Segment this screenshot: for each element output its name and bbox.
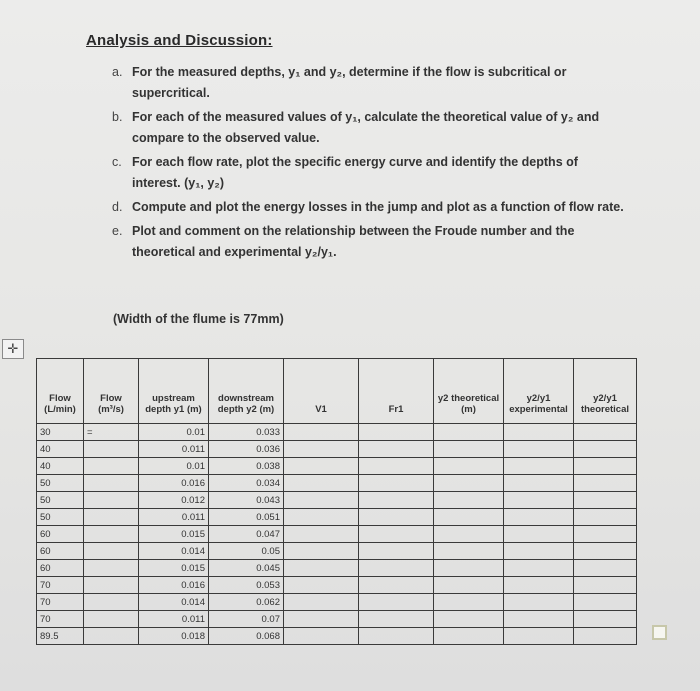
cell-flow-m3s[interactable] [84,492,139,509]
cell-ratio-experimental[interactable] [504,577,574,594]
cell-ratio-theoretical[interactable] [574,509,637,526]
task-letter: a. [112,65,123,79]
task-item [104,221,624,263]
cell-y2-theoretical[interactable] [434,492,504,509]
cell-flow-m3s[interactable] [84,543,139,560]
cell-ratio-theoretical[interactable] [574,628,637,645]
cell-ratio-theoretical[interactable] [574,458,637,475]
cell-y2-theoretical[interactable] [434,628,504,645]
cell-upstream-depth[interactable]: 0.015 [139,560,209,577]
cell-v1[interactable] [284,594,359,611]
table-row [37,441,637,458]
cell-flow-lmin[interactable]: 60 [37,526,84,543]
cell-v1[interactable] [284,611,359,628]
cell-ratio-experimental[interactable] [504,611,574,628]
cell-flow-m3s[interactable] [84,628,139,645]
cell-downstream-depth[interactable]: 0.045 [209,560,284,577]
cell-upstream-depth[interactable]: 0.016 [139,475,209,492]
cell-y2-theoretical[interactable] [434,577,504,594]
cell-y2-theoretical[interactable] [434,543,504,560]
cell-upstream-depth[interactable]: 0.014 [139,543,209,560]
cell-flow-lmin[interactable]: 70 [37,594,84,611]
table-row [37,577,637,594]
cell-downstream-depth[interactable]: 0.033 [209,424,284,441]
cell-flow-lmin[interactable]: 50 [37,492,84,509]
cell-ratio-experimental[interactable] [504,509,574,526]
cell-y2-theoretical[interactable] [434,424,504,441]
cell-y2-theoretical[interactable] [434,611,504,628]
cell-upstream-depth[interactable]: 0.016 [139,577,209,594]
cell-ratio-theoretical[interactable] [574,492,637,509]
task-item [104,197,624,218]
cell-flow-m3s[interactable] [84,509,139,526]
task-letter: b. [112,110,123,124]
cell-v1[interactable] [284,628,359,645]
cell-downstream-depth[interactable]: 0.05 [209,543,284,560]
cell-ratio-theoretical[interactable] [574,543,637,560]
cell-ratio-theoretical[interactable] [574,611,637,628]
cell-flow-lmin[interactable]: 89.5 [37,628,84,645]
cell-downstream-depth[interactable]: 0.034 [209,475,284,492]
header-y2-theoretical: y2 theoretical (m) [434,359,504,424]
cell-fr1[interactable] [359,441,434,458]
table-move-handle-icon[interactable]: ✛ [2,339,24,359]
cell-v1[interactable] [284,441,359,458]
section-heading: Analysis and Discussion: [86,32,273,49]
table-row [37,509,637,526]
cell-ratio-theoretical[interactable] [574,424,637,441]
cell-flow-m3s[interactable] [84,441,139,458]
cell-fr1[interactable] [359,458,434,475]
cell-y2-theoretical[interactable] [434,441,504,458]
cell-ratio-experimental[interactable] [504,628,574,645]
task-text: For the measured depths, y₁ and y₂, determine if the flow is subcritical or supercritical. [132,65,567,100]
cell-y2-theoretical[interactable] [434,560,504,577]
cell-ratio-theoretical[interactable] [574,526,637,543]
cell-fr1[interactable] [359,526,434,543]
cell-v1[interactable] [284,424,359,441]
cell-flow-lmin[interactable]: 70 [37,611,84,628]
task-text: For each of the measured values of y₁, calculate the theoretical value of y₂ and compare to the observed value. [132,110,600,145]
cell-upstream-depth[interactable]: 0.01 [139,458,209,475]
cell-flow-m3s[interactable] [84,611,139,628]
flume-width-note: (Width of the flume is 77mm) [113,312,284,326]
cell-upstream-depth[interactable]: 0.012 [139,492,209,509]
table-row [37,560,637,577]
cell-fr1[interactable] [359,475,434,492]
table-row [37,492,637,509]
cell-ratio-experimental[interactable] [504,526,574,543]
task-list [104,62,624,266]
cell-flow-m3s[interactable] [84,577,139,594]
cell-flow-lmin[interactable]: 50 [37,509,84,526]
cell-flow-m3s[interactable] [84,560,139,577]
cell-v1[interactable] [284,458,359,475]
table-row [37,458,637,475]
cell-flow-m3s[interactable] [84,594,139,611]
cell-upstream-depth[interactable]: 0.01 [139,424,209,441]
cell-flow-lmin[interactable]: 50 [37,475,84,492]
cell-downstream-depth[interactable]: 0.051 [209,509,284,526]
cell-ratio-theoretical[interactable] [574,594,637,611]
task-letter: d. [112,200,123,214]
cell-ratio-theoretical[interactable] [574,475,637,492]
cell-v1[interactable] [284,492,359,509]
task-item [104,62,624,104]
cell-ratio-theoretical[interactable] [574,560,637,577]
cell-v1[interactable] [284,543,359,560]
table-body [37,424,637,645]
cell-upstream-depth[interactable]: 0.011 [139,611,209,628]
cell-flow-lmin[interactable]: 70 [37,577,84,594]
table-header-row [37,359,637,424]
header-flow-m3s: Flow (m³/s) [84,359,139,424]
cell-downstream-depth[interactable]: 0.068 [209,628,284,645]
task-letter: c. [112,155,122,169]
cell-flow-lmin[interactable]: 60 [37,560,84,577]
cell-upstream-depth[interactable]: 0.015 [139,526,209,543]
cell-upstream-depth[interactable]: 0.011 [139,441,209,458]
cell-fr1[interactable] [359,577,434,594]
cell-y2-theoretical[interactable] [434,458,504,475]
cell-downstream-depth[interactable]: 0.038 [209,458,284,475]
task-item [104,107,624,149]
cell-fr1[interactable] [359,543,434,560]
cell-flow-m3s[interactable] [84,526,139,543]
table-row [37,628,637,645]
cell-v1[interactable] [284,526,359,543]
header-ratio-theoretical: y2/y1 theoretical [574,359,637,424]
cell-flow-lmin[interactable]: 40 [37,441,84,458]
cell-ratio-experimental[interactable] [504,441,574,458]
cell-downstream-depth[interactable]: 0.062 [209,594,284,611]
table-row [37,475,637,492]
cell-downstream-depth[interactable]: 0.07 [209,611,284,628]
header-downstream-depth: downstream depth y2 (m) [209,359,284,424]
cell-fr1[interactable] [359,594,434,611]
cell-fr1[interactable] [359,628,434,645]
header-upstream-depth: upstream depth y1 (m) [139,359,209,424]
cell-flow-m3s[interactable] [84,458,139,475]
cell-y2-theoretical[interactable] [434,526,504,543]
cell-fr1[interactable] [359,611,434,628]
cell-fr1[interactable] [359,509,434,526]
cell-v1[interactable] [284,577,359,594]
cell-ratio-experimental[interactable] [504,458,574,475]
cell-flow-m3s[interactable]: = [84,424,139,441]
cell-upstream-depth[interactable]: 0.014 [139,594,209,611]
task-letter: e. [112,224,123,238]
cell-y2-theoretical[interactable] [434,594,504,611]
cell-ratio-theoretical[interactable] [574,441,637,458]
cell-ratio-experimental[interactable] [504,424,574,441]
task-text: Compute and plot the energy losses in the jump and plot as a function of flow rate. [132,200,624,214]
table-resize-handle[interactable] [652,625,667,640]
header-flow-lmin: Flow (L/min) [37,359,84,424]
table-row [37,424,637,441]
cell-fr1[interactable] [359,492,434,509]
cell-v1[interactable] [284,560,359,577]
table-row [37,611,637,628]
cell-flow-m3s[interactable] [84,475,139,492]
cell-downstream-depth[interactable]: 0.053 [209,577,284,594]
cell-ratio-experimental[interactable] [504,594,574,611]
cell-ratio-experimental[interactable] [504,492,574,509]
task-text: For each flow rate, plot the specific energy curve and identify the depths of interest. (y₁, y₂) [132,155,578,190]
cell-downstream-depth[interactable]: 0.036 [209,441,284,458]
cell-ratio-experimental[interactable] [504,475,574,492]
cell-downstream-depth[interactable]: 0.047 [209,526,284,543]
cell-upstream-depth[interactable]: 0.018 [139,628,209,645]
cell-y2-theoretical[interactable] [434,509,504,526]
table-row [37,543,637,560]
table-row [37,594,637,611]
cell-y2-theoretical[interactable] [434,475,504,492]
data-table [36,358,637,645]
header-ratio-experimental: y2/y1 experimental [504,359,574,424]
task-item [104,152,624,194]
cell-v1[interactable] [284,509,359,526]
cell-v1[interactable] [284,475,359,492]
cell-ratio-experimental[interactable] [504,560,574,577]
header-v1: V1 [284,359,359,424]
cell-ratio-experimental[interactable] [504,543,574,560]
cell-fr1[interactable] [359,560,434,577]
task-text: Plot and comment on the relationship between the Froude number and the theoretical and experimental y₂/y₁. [132,224,575,259]
header-fr1: Fr1 [359,359,434,424]
cell-fr1[interactable] [359,424,434,441]
cell-downstream-depth[interactable]: 0.043 [209,492,284,509]
cell-ratio-theoretical[interactable] [574,577,637,594]
cell-flow-lmin[interactable]: 40 [37,458,84,475]
cell-upstream-depth[interactable]: 0.011 [139,509,209,526]
table-row [37,526,637,543]
cell-flow-lmin[interactable]: 60 [37,543,84,560]
cell-flow-lmin[interactable]: 30 [37,424,84,441]
